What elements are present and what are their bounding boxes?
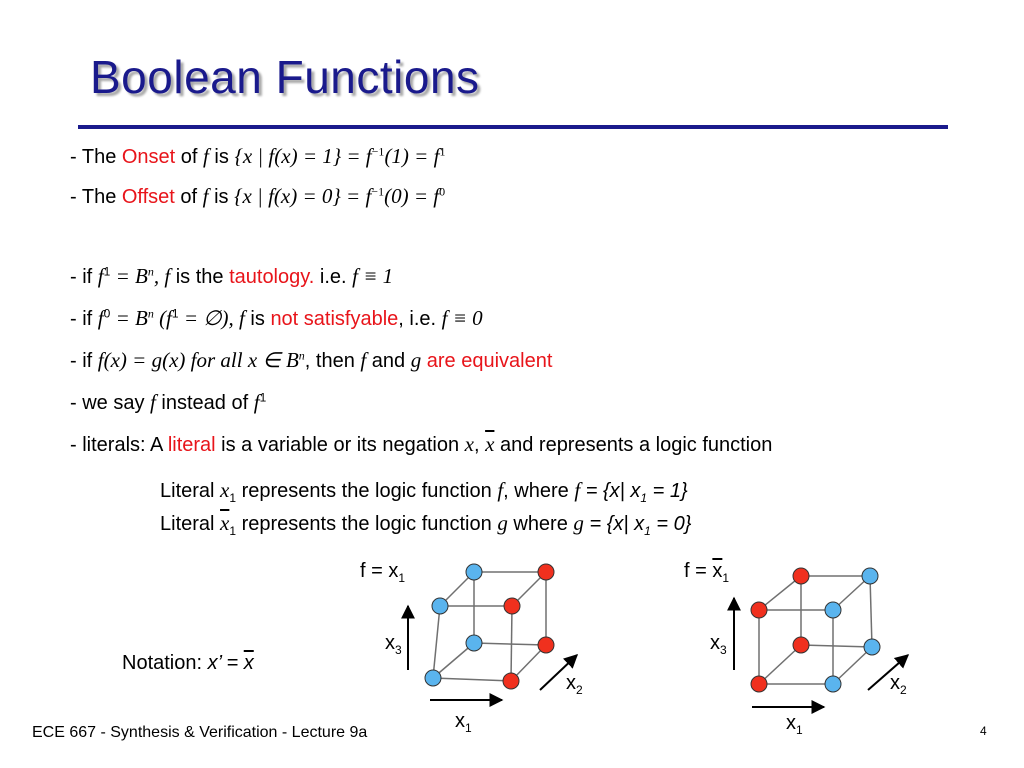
cube2-node [864, 639, 880, 655]
cube1-caption-text: f = x [360, 560, 399, 582]
page-number: 4 [980, 724, 987, 738]
literal1-f: f [497, 478, 504, 502]
literal1-mid: represents the logic function [236, 480, 498, 502]
wesay-mid: instead of [155, 392, 254, 414]
equiv-keyword: are equivalent [421, 350, 553, 372]
onset-keyword: Onset [121, 146, 176, 168]
onset-f: f [203, 144, 209, 168]
cube2-node [825, 676, 841, 692]
onset-is: is [208, 146, 235, 168]
cube2-x3-sub: 3 [720, 643, 727, 657]
taut-sup: 1 [103, 264, 111, 279]
cube1-caption-sub: 1 [398, 571, 406, 585]
literal1-where: , where [503, 480, 575, 502]
equiv-g: g [410, 348, 422, 372]
onset-sup2: 1 [439, 144, 446, 159]
unsat-f: f [97, 306, 104, 330]
offset-pre: - The [70, 186, 122, 208]
literal2-sub: 1 [229, 524, 237, 538]
literal1-set: = {x| x [580, 480, 641, 502]
literals-pre: - literals: A [70, 434, 168, 456]
unsat-text: is [244, 308, 271, 330]
unsat-paren2: = ∅), f [178, 306, 245, 330]
cube1-x1-sub: 1 [465, 721, 472, 735]
cube2-x3-text: x [710, 632, 720, 654]
notation-label: Notation: [122, 652, 208, 674]
cube1-x3-label [385, 632, 402, 657]
cube2-x3-label [710, 632, 727, 657]
taut-text: is the [170, 266, 230, 288]
literal1-pre: Literal [160, 480, 221, 502]
literal2-set: = {x| x [583, 513, 645, 535]
cube2 [734, 568, 908, 707]
cube2-x1-sub: 1 [796, 723, 803, 737]
cube1-node [538, 637, 554, 653]
literal2-pre: Literal [160, 513, 221, 535]
cube1-x2-sub: 2 [576, 683, 583, 697]
taut-eq: = B [110, 264, 148, 288]
unsat-eq: = B [110, 306, 148, 330]
taut-keyword: tautology. [229, 266, 315, 288]
cube2-x2-label [890, 672, 907, 697]
cube2-node [862, 568, 878, 584]
cube2-node [751, 602, 767, 618]
offset-is: is [208, 186, 235, 208]
onset-mid: of [175, 146, 204, 168]
cube1-node [425, 670, 441, 686]
literal1-sub2: 1 [640, 491, 648, 505]
taut-ie: i.e. [314, 266, 353, 288]
unsat-supn: n [147, 306, 154, 321]
unsat-ie: , i.e. [398, 308, 442, 330]
unsat-sup2: 1 [171, 306, 179, 321]
cube1-node [538, 564, 554, 580]
taut-expr: f ≡ 1 [352, 264, 394, 288]
onset-expr: {x | f(x) = 1} = f [234, 144, 372, 168]
offset-expr2: (0) = f [384, 184, 440, 208]
unsat-paren1: (f [153, 306, 172, 330]
equiv-expr: f(x) = g(x) for all x ∈ B [97, 348, 299, 372]
literal2-sub2: 1 [644, 524, 651, 538]
notation-xbar: $\overline{x}$ [243, 652, 254, 674]
cube1-x2-text: x [566, 672, 576, 694]
unsat-keyword: not satisfyable [270, 308, 399, 330]
unsat-pre: - if [70, 308, 98, 330]
literal1-fv: f [574, 478, 581, 502]
taut-comma: , f [153, 264, 171, 288]
cube2-node [751, 676, 767, 692]
cube1-x1-label [455, 710, 472, 735]
offset-mid: of [174, 186, 203, 208]
footer-text: ECE 667 - Synthesis & Verification - Lecture 9a [32, 724, 368, 741]
taut-pre: - if [70, 266, 98, 288]
onset-pre: - The [70, 146, 122, 168]
cube2-node [793, 637, 809, 653]
equiv-and: and [366, 350, 411, 372]
cube1 [408, 564, 577, 700]
literals-mid: is a variable or its negation [215, 434, 465, 456]
literals-xbar: $\overline{x}$ [485, 432, 495, 456]
equiv-f: f [360, 348, 367, 372]
cube1-node [432, 598, 448, 614]
literals-keyword: literal [167, 434, 216, 456]
cube1-x3-sub: 3 [395, 643, 402, 657]
literal2-gv: g [573, 511, 584, 535]
cube1-x1-text: x [455, 710, 465, 732]
cube1-node [466, 564, 482, 580]
literals-x: x [464, 432, 474, 456]
literal2-set2: = 0} [650, 513, 692, 535]
cube2-edges [759, 576, 872, 684]
cube2-x1-label [786, 712, 803, 737]
offset-expr: {x | f(x) = 0} = f [234, 184, 372, 208]
cube2-node [793, 568, 809, 584]
cube1-node [503, 673, 519, 689]
wesay-pre: - we say [70, 392, 151, 414]
literal2-mid: represents the logic function [236, 513, 498, 535]
cube1-x3-text: x [385, 632, 395, 654]
literal2-xbar: $\overline{x}$ [220, 511, 230, 535]
notation-xprime: x’ = [207, 652, 244, 674]
onset-expr2: (1) = f [384, 144, 440, 168]
wesay-f1: f [253, 390, 260, 414]
cube2-x1-text: x [786, 712, 796, 734]
literals-comma: , [473, 434, 486, 456]
cube2-caption [684, 560, 729, 585]
equiv-supn: n [298, 348, 305, 363]
wesay-f: f [150, 390, 156, 414]
offset-sup1: −1 [371, 184, 385, 199]
cube2-x2-text: x [890, 672, 900, 694]
literals-post: and represents a logic function [494, 434, 773, 456]
cube1-node [504, 598, 520, 614]
literal2-g: g [497, 511, 508, 535]
wesay-sup: 1 [259, 390, 267, 405]
cube2-node [825, 602, 841, 618]
cube1-edges [433, 572, 546, 681]
cube2-x2-sub: 2 [900, 683, 907, 697]
equiv-then: , then [304, 350, 361, 372]
literal1-sub: 1 [229, 491, 237, 505]
offset-sup2: 0 [439, 184, 446, 199]
taut-supn: n [147, 264, 154, 279]
cube2-caption-text: f = [684, 560, 713, 582]
cube2-caption-xbar: $\overline{x}$ [712, 560, 723, 582]
unsat-expr: f ≡ 0 [441, 306, 483, 330]
cube1-x2-label [566, 672, 583, 697]
literal2-where: where [507, 513, 574, 535]
cube1-caption [360, 560, 405, 585]
offset-keyword: Offset [121, 186, 175, 208]
cube2-caption-sub: 1 [722, 571, 730, 585]
literal1-x: x [220, 478, 230, 502]
unsat-sup: 0 [103, 306, 111, 321]
onset-sup1: −1 [371, 144, 385, 159]
equiv-pre: - if [70, 350, 98, 372]
taut-f: f [97, 264, 104, 288]
cube1-node [466, 635, 482, 651]
literal1-set2: = 1} [647, 480, 688, 502]
offset-f: f [202, 184, 209, 208]
slide-title: Boolean Functions [90, 51, 480, 103]
